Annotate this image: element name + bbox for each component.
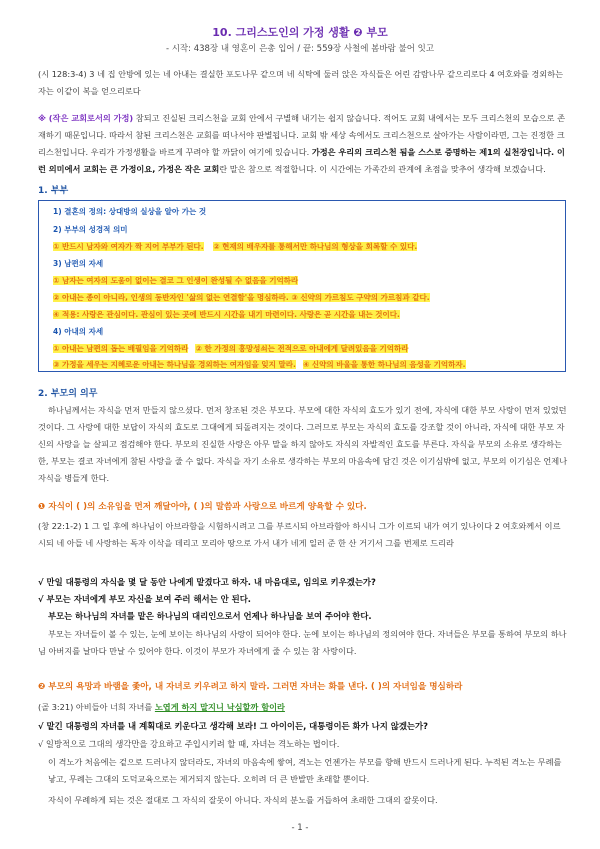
check-item: √ 일방적으로 그대의 생각만을 강요하고 주입시키려 할 때, 자녀는 격노하는 법이다. [38, 739, 340, 749]
note-bold: 가정은 우리의 크리스천 됨을 스스로 증명하는 제1의 실천장입니다. 이런 의미에서 교회는 큰 가정이요, 가정은 작은 교회 [38, 147, 565, 174]
note-paragraph [38, 110, 568, 178]
note-body-1: 참되고 진실된 크리스천을 교회 안에서 구별해 내기는 쉽지 않습니다. 적어도 교회 내에서는 모두 크리스천의 모습으로 존재하기 때문입니다. 따라서 참된 크리스천은 교회를 떠나서야 판별됩니다. 교회 밖 세상 속에서도 크리스천으로 살아가는 사람이라면, 그는 진정한 크리스천입니다. 우리가 가정생활을 바르게 꾸려야 할 까닭이 여기에 있습니다. [38, 113, 565, 157]
outline-highlight: ② 아내는 종이 아니라, 인생의 동반자인 '삶의 없는 연결함'을 명심하라. ③ 신약의 가르침도 구약의 가르침과 같다. [53, 293, 430, 302]
outline-highlight: ① 아내는 남편의 돕는 배필임을 기억하라 [53, 344, 189, 353]
intro-verse: (시 128:3-4) 3 네 집 안방에 있는 네 아내는 결실한 포도나무 같으며 네 식탁에 둘러 앉은 자식들은 어린 감람나무 같으리로다 4 여호와를 경외하는 자는 이같이 복을 얻으리로다 [38, 69, 564, 96]
section-heading-couple: 1. 부부 [38, 186, 69, 196]
outline-highlight: ① 남자는 여자의 도움이 없이는 결코 그 인생이 완성될 수 없음을 기억하라 [53, 276, 299, 285]
genesis-verse: (창 22:1-2) 1 그 일 후에 하나님이 아브라함을 시험하시려고 그를 부르시되 아브라함아 하시니 그가 이르되 내가 여기 있나이다 2 여호와께서 이르시되 네 아들 네 사랑하는 독자 이삭을 데리고 모리아 땅으로 가서 내가 네게 일러 준 한 산 거기서 그를 번제로 드리라 [38, 521, 561, 548]
outline-item: 1) 결혼의 정의: 상대방의 실상을 알아 가는 것 [53, 207, 207, 216]
outline-highlight: ① 반드시 남자와 여자가 짝 지어 부부가 된다. [53, 242, 204, 251]
outline-item: 3) 남편의 자세 [53, 259, 104, 268]
outline-item: 2) 부부의 성경적 의미 [53, 225, 128, 234]
outline-item [53, 359, 466, 371]
check-item: √ 부모는 자녀에게 부모 자신을 보여 주러 해서는 안 된다. [38, 594, 251, 604]
outline-highlight: ③ 가정을 세우는 지혜로운 아내는 하나님을 경외하는 여자임을 잊지 말라. [53, 360, 296, 369]
outline-highlight: ② 한 가정의 흥망성쇠는 전적으로 아내에게 달려있음을 기억하라 [195, 344, 409, 353]
outline-item [53, 343, 408, 355]
conclusion-paragraph: 자식이 무례하게 되는 것은 절대로 그 자식의 잘못이 아니다. 자식의 분노를 거듭하여 초래한 그대의 잘못이다. [48, 795, 438, 805]
outline-highlight: ② 현재의 배우자를 통해서만 하나님의 형상을 회복할 수 있다. [213, 242, 418, 251]
outline-item [53, 241, 417, 253]
section-heading-parents: 2. 부모의 의무 [38, 389, 98, 399]
colossians-verse [38, 699, 568, 716]
fill-in-line-1: ❶ 자식이 ( )의 소유임을 먼저 깨달아야, ( )의 말씀과 사랑으로 바르게 양육할 수 있다. [38, 502, 367, 512]
outline-item [53, 292, 430, 304]
anger-paragraph: 이 격노가 처음에는 겉으로 드러나지 않더라도, 자녀의 마음속에 쌓여, 격노는 언젠가는 부모를 향해 반드시 드러나게 된다. 누적된 격노는 무례를 낳고, 무례는 그대의 도덕교육으로는 제거되지 않는다. 오히려 더 큰 반발만 초래할 뿐이다. [48, 757, 562, 784]
parents-love-paragraph: 부모는 자녀들이 볼 수 있는, 눈에 보이는 하나님의 사랑이 되어야 한다. 눈에 보이는 하나님의 정의여야 한다. 자녀들은 부모를 통하여 부모의 하나님 아버지를 날마다 만날 수 있어야 한다. 이것이 부모가 자녀에게 줄 수 있는 참 사랑이다. [38, 629, 567, 656]
note-body-2: 란 말은 참으로 적절합니다. 이 시간에는 가족간의 관계에 초점을 맞추어 생각해 보겠습니다. [219, 164, 546, 174]
check-item: 부모는 하나님의 자녀를 맡은 하나님의 대리인으로서 언제나 하나님을 보여 주어야 한다. [48, 611, 372, 621]
outline-item: 4) 아내의 자세 [53, 327, 104, 336]
fill-in-line-2: ❷ 부모의 욕망과 바램을 좇아, 내 자녀로 키우려고 하지 말라. 그러면 자녀는 화를 낸다. ( )의 자녀임을 명심하라 [38, 682, 463, 692]
verse-text: (골 3:21) 아비들아 너희 자녀를 [38, 702, 155, 712]
outline-highlight: ④ 신약의 바울을 통한 하나님의 음성을 기억하자. [302, 360, 466, 369]
note-prefix: ※ (작은 교회로서의 가정) [38, 113, 134, 123]
verse-highlight: 노엽게 하지 말지니 낙심할까 함이라 [154, 702, 285, 712]
page-title: 10. 그리스도인의 가정 생활 ❷ 부모 [212, 26, 388, 39]
outline-item [53, 309, 400, 321]
outline-highlight: ④ 적용: 사랑은 관심이다. 관심이 있는 곳에 반드시 시간을 내기 마련이다. 사랑은 곧 시간을 내는 것이다. [53, 310, 400, 319]
parents-paragraph: 하나님께서는 자식을 먼저 만들지 않으셨다. 먼저 창조된 것은 부모다. 부모에 대한 자식의 효도가 있기 전에, 자식에 대한 부모 사랑이 먼저 있었던 것이다. 그 사랑에 대한 보답이 자식의 효도로 그대에게 되돌려지는 것이다. 그러므로 부모는 자식의 효도를 강조할 것이 아니라, 자식에 대한 부모 자신의 사랑을 늘 살피고 점검해야 한다. 부모의 진실한 사랑은 아무 말을 하지 않아도 자식의 자발적인 효도를 부른다. 자식을 부모의 소유로 생각하는 한, 부모는 결코 자녀에게 참된 사랑을 줄 수 없다. 자식을 자기 소유로 생각하는 부모의 마음속에 담긴 것은 이기심밖에 없고, 부모의 이기심은 언제나 자식을 병들게 한다. [38, 405, 568, 483]
couple-outline-box [38, 200, 566, 372]
outline-item [53, 275, 298, 287]
check-item: √ 만일 대통령의 자식을 몇 달 동안 나에게 맡겼다고 하자. 내 마음대로, 임의로 키우겠는가? [38, 577, 376, 587]
page-subtitle: - 시작: 438장 내 영혼이 은총 입어 / 끝: 559장 사철에 봄바람 불어 잇고 [165, 44, 435, 54]
check-item: √ 맡긴 대통령의 자녀를 내 계획대로 키운다고 생각해 보라! 그 아이이든, 대통령이든 화가 나지 않겠는가? [38, 721, 428, 731]
page-number: - 1 - [291, 823, 309, 833]
